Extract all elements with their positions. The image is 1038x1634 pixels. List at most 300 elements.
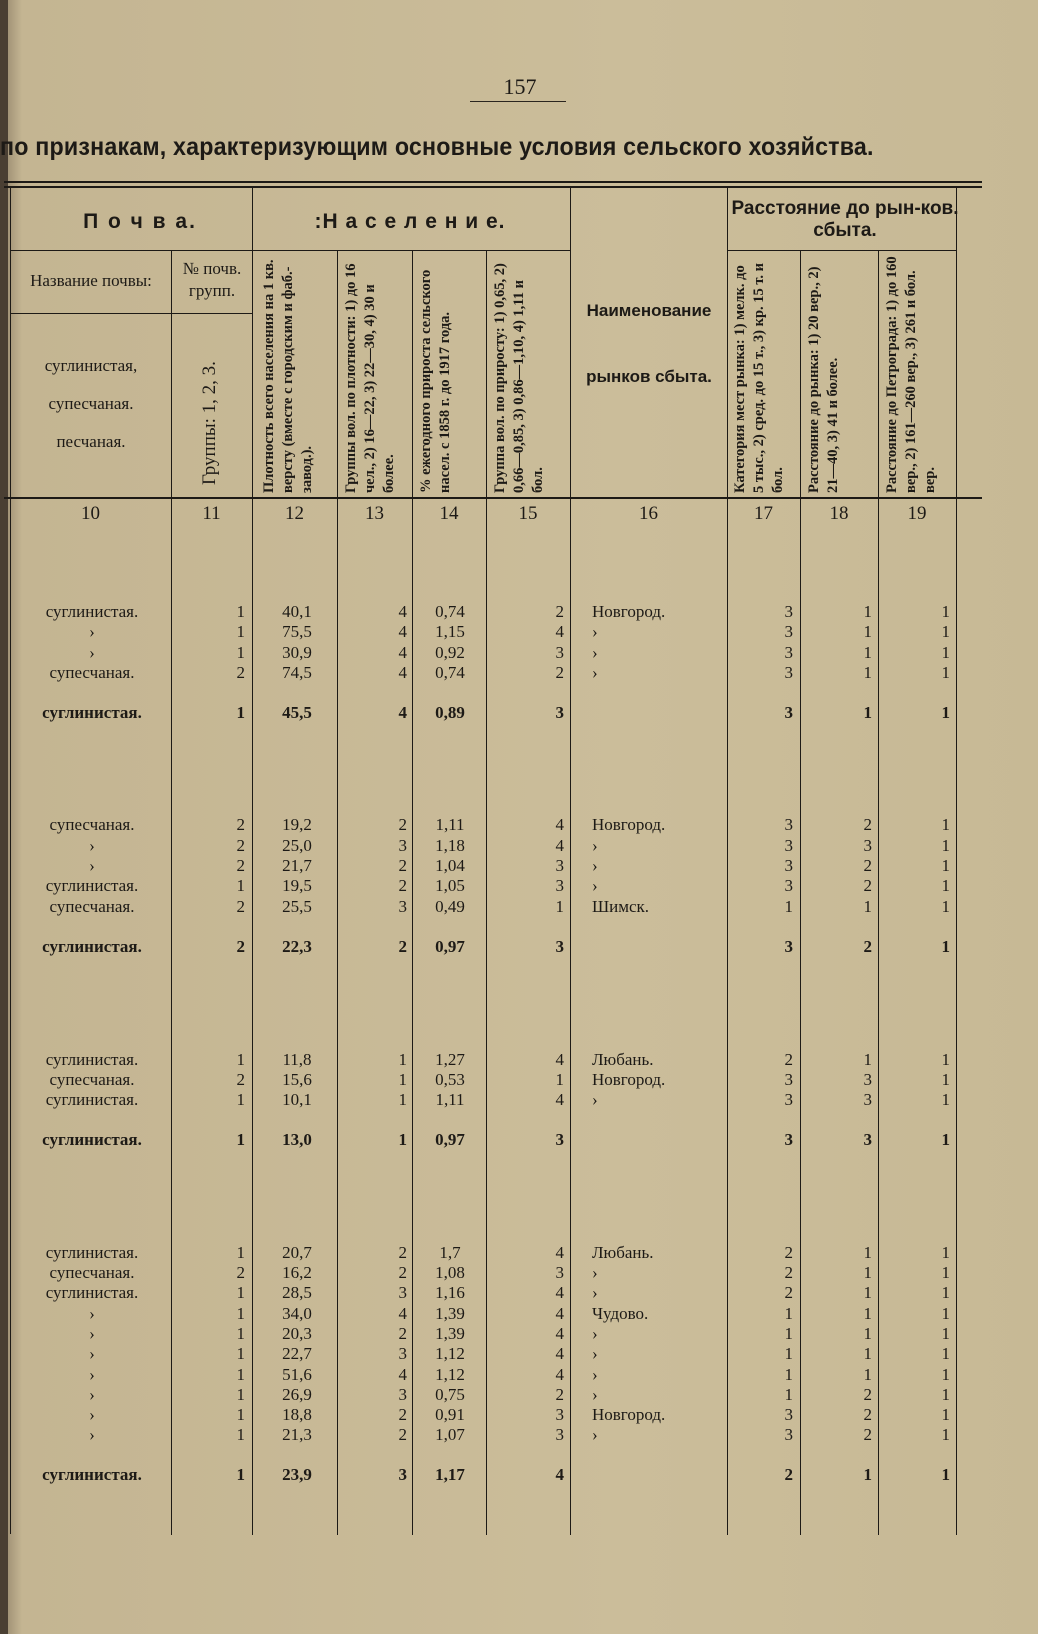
soil-group: 1 <box>236 1090 245 1109</box>
soil-group: 2 <box>236 663 245 682</box>
soil-name: суглинистая. <box>42 703 142 722</box>
growth-group: 1 <box>555 897 564 916</box>
density-group: 4 <box>398 643 407 662</box>
header-growth: % ежегодного прироста сельского насел. с 1858 г. до 1917 года. <box>418 269 453 493</box>
market-category: 1 <box>784 1324 793 1343</box>
vline-16 <box>570 188 571 1535</box>
soil-group: 1 <box>236 1465 245 1484</box>
header-line-dist <box>727 250 956 251</box>
colnum-10: 10 <box>81 503 100 524</box>
density-group: 4 <box>398 663 407 682</box>
density-group: 4 <box>398 622 407 641</box>
soil-name: › <box>89 1344 95 1363</box>
density-group: 3 <box>398 1465 407 1484</box>
petrograd-distance: 1 <box>941 1130 950 1149</box>
colnum-18: 18 <box>829 503 849 524</box>
density-group: 3 <box>398 1283 407 1302</box>
soil-group: 2 <box>236 897 245 916</box>
header-soil-1: суглинистая, <box>44 356 138 375</box>
header-soil-name: Название почвы: <box>30 271 152 290</box>
header-market-category: Категория мест рынка: 1) мелк. до 5 тыс., 2) сред. до 15 т., 3) кр. 15 т. и бол. <box>732 262 786 493</box>
growth-value: 1,12 <box>435 1344 465 1363</box>
density-value: 16,2 <box>282 1263 312 1282</box>
growth-value: 0,53 <box>435 1070 465 1089</box>
header-market-distance: Расстояние до рынка: 1) 20 вер., 2) 21—40, 3) 41 и более. <box>806 266 841 493</box>
density-group: 4 <box>398 1365 407 1384</box>
market-name: › <box>592 1365 598 1384</box>
market-name: › <box>592 1344 598 1363</box>
petrograd-distance: 1 <box>941 1425 950 1444</box>
market-distance: 3 <box>863 1090 872 1109</box>
vline-left <box>10 188 11 1534</box>
market-name: › <box>592 1090 598 1109</box>
growth-value: 1,39 <box>435 1324 465 1343</box>
growth-group: 4 <box>555 1304 564 1323</box>
density-group: 3 <box>398 897 407 916</box>
density-group: 2 <box>398 1405 407 1424</box>
growth-group: 1 <box>555 1070 564 1089</box>
page-number-rule <box>470 101 566 102</box>
growth-group: 4 <box>555 1243 564 1262</box>
soil-name: суглинистая. <box>45 1243 139 1262</box>
density-group: 4 <box>398 602 407 621</box>
density-group: 2 <box>398 1425 407 1444</box>
colnum-11: 11 <box>202 503 221 524</box>
density-value: 21,3 <box>282 1425 312 1444</box>
header-soil-group: № почв. групп. <box>182 259 242 300</box>
density-value: 22,3 <box>282 937 312 956</box>
soil-group: 1 <box>236 602 245 621</box>
growth-group: 3 <box>555 1263 564 1282</box>
page-number: 157 <box>503 74 537 99</box>
market-distance: 2 <box>863 856 872 875</box>
growth-group: 3 <box>555 1425 564 1444</box>
section-population: :Н а с е л е н и е. <box>314 210 506 233</box>
market-distance: 1 <box>863 1050 872 1069</box>
density-value: 40,1 <box>282 602 312 621</box>
market-category: 3 <box>784 602 793 621</box>
petrograd-distance: 1 <box>941 1324 950 1343</box>
growth-group: 4 <box>555 1283 564 1302</box>
colnum-17: 17 <box>754 503 773 524</box>
petrograd-distance: 1 <box>941 1365 950 1384</box>
soil-name: › <box>89 1385 95 1404</box>
growth-group: 3 <box>555 703 564 722</box>
soil-name: › <box>89 643 95 662</box>
market-distance: 2 <box>863 1405 872 1424</box>
market-name: › <box>592 1324 598 1343</box>
market-name: › <box>592 1385 598 1404</box>
density-value: 26,9 <box>282 1385 312 1404</box>
soil-group: 1 <box>236 1425 245 1444</box>
petrograd-distance: 1 <box>941 1304 950 1323</box>
petrograd-distance: 1 <box>941 937 950 956</box>
density-group: 2 <box>398 1263 407 1282</box>
soil-name: › <box>89 1304 95 1323</box>
density-group: 1 <box>398 1130 407 1149</box>
market-distance: 1 <box>863 622 872 641</box>
petrograd-distance: 1 <box>941 1283 950 1302</box>
market-name: › <box>592 643 598 662</box>
market-distance: 3 <box>863 836 872 855</box>
petrograd-distance: 1 <box>941 1050 950 1069</box>
market-category: 1 <box>784 1385 793 1404</box>
market-category: 2 <box>784 1050 793 1069</box>
growth-group: 3 <box>555 1130 564 1149</box>
market-category: 2 <box>784 1283 793 1302</box>
colnum-19: 19 <box>907 503 927 524</box>
soil-name: › <box>89 1425 95 1444</box>
growth-value: 1,39 <box>435 1304 465 1323</box>
soil-name: суглинистая. <box>45 1050 139 1069</box>
growth-value: 0,75 <box>435 1385 465 1404</box>
density-value: 28,5 <box>282 1283 312 1302</box>
growth-value: 1,15 <box>435 622 465 641</box>
petrograd-distance: 1 <box>941 1243 950 1262</box>
market-category: 3 <box>784 1405 793 1424</box>
market-category: 1 <box>784 1365 793 1384</box>
density-value: 30,9 <box>282 643 312 662</box>
market-name: › <box>592 1263 598 1282</box>
growth-group: 3 <box>555 876 564 895</box>
growth-group: 4 <box>555 815 564 834</box>
market-name: Любань. <box>592 1050 654 1069</box>
petrograd-distance: 1 <box>941 602 950 621</box>
top-rule-2 <box>4 186 982 188</box>
soil-group: 1 <box>236 1405 245 1424</box>
density-value: 51,6 <box>282 1365 312 1384</box>
density-group: 3 <box>398 836 407 855</box>
market-name: › <box>592 1283 598 1302</box>
section-market-distance: Расстояние до рын-ков. сбыта. <box>731 198 959 241</box>
soil-name: супесчаная. <box>49 897 135 916</box>
soil-group: 1 <box>236 1324 245 1343</box>
petrograd-distance: 1 <box>941 876 950 895</box>
density-group: 1 <box>398 1050 407 1069</box>
growth-group: 3 <box>555 937 564 956</box>
market-distance: 3 <box>863 1130 872 1149</box>
header-line-soil-2 <box>10 313 252 314</box>
market-distance: 3 <box>863 1070 872 1089</box>
market-name: Новгород. <box>592 602 666 621</box>
market-distance: 2 <box>863 876 872 895</box>
soil-name: › <box>89 1365 95 1384</box>
growth-value: 1,27 <box>435 1050 465 1069</box>
growth-value: 1,7 <box>439 1243 461 1262</box>
header-soil-3: песчаная. <box>56 432 126 451</box>
petrograd-distance: 1 <box>941 815 950 834</box>
header-growth-groups: Группа вол. по приросту: 1) 0,65, 2) 0,66—0,85, 3) 0,86—1,10, 4) 1,11 и бол. <box>492 263 546 493</box>
market-distance: 1 <box>863 1243 872 1262</box>
market-name: Любань. <box>592 1243 654 1262</box>
market-distance: 1 <box>863 643 872 662</box>
petrograd-distance: 1 <box>941 1385 950 1404</box>
soil-name: › <box>89 1324 95 1343</box>
market-category: 2 <box>784 1263 793 1282</box>
header-line-pop <box>252 250 570 251</box>
market-distance: 1 <box>863 1263 872 1282</box>
growth-value: 1,08 <box>435 1263 465 1282</box>
growth-value: 1,05 <box>435 876 465 895</box>
density-value: 25,0 <box>282 836 312 855</box>
soil-name: супесчаная. <box>49 1070 135 1089</box>
market-distance: 1 <box>863 703 872 722</box>
market-distance: 2 <box>863 815 872 834</box>
market-distance: 2 <box>863 1385 872 1404</box>
market-name: › <box>592 856 598 875</box>
density-value: 74,5 <box>282 663 312 682</box>
petrograd-distance: 1 <box>941 1090 950 1109</box>
header-markets-1: Наименование <box>586 301 712 320</box>
density-value: 75,5 <box>282 622 312 641</box>
density-value: 20,3 <box>282 1324 312 1343</box>
market-category: 1 <box>784 897 793 916</box>
soil-group: 1 <box>236 1385 245 1404</box>
growth-group: 4 <box>555 622 564 641</box>
market-distance: 1 <box>863 602 872 621</box>
petrograd-distance: 1 <box>941 1465 950 1484</box>
growth-group: 2 <box>555 1385 564 1404</box>
petrograd-distance: 1 <box>941 643 950 662</box>
market-category: 3 <box>784 836 793 855</box>
market-category: 3 <box>784 856 793 875</box>
petrograd-distance: 1 <box>941 622 950 641</box>
market-name: › <box>592 622 598 641</box>
petrograd-distance: 1 <box>941 897 950 916</box>
soil-name: суглинистая. <box>42 1130 142 1149</box>
growth-value: 1,18 <box>435 836 465 855</box>
soil-group: 2 <box>236 937 245 956</box>
petrograd-distance: 1 <box>941 856 950 875</box>
market-category: 2 <box>784 1243 793 1262</box>
page-heading: по признакам, характеризующим основные условия сельского хозяйства. <box>0 133 874 161</box>
density-value: 10,1 <box>282 1090 312 1109</box>
market-name: › <box>592 1425 598 1444</box>
growth-group: 3 <box>555 643 564 662</box>
market-category: 3 <box>784 876 793 895</box>
colnum-16: 16 <box>639 503 658 524</box>
density-group: 1 <box>398 1090 407 1109</box>
soil-name: › <box>89 1405 95 1424</box>
growth-value: 0,97 <box>435 937 465 956</box>
density-value: 18,8 <box>282 1405 312 1424</box>
section-soil: П о ч в а. <box>83 210 197 233</box>
vline-14 <box>412 250 413 1535</box>
soil-group: 1 <box>236 1304 245 1323</box>
soil-name: суглинистая. <box>45 1090 139 1109</box>
market-distance: 2 <box>863 937 872 956</box>
soil-group: 1 <box>236 876 245 895</box>
density-group: 2 <box>398 1324 407 1343</box>
growth-group: 3 <box>555 1405 564 1424</box>
market-name: Чудово. <box>592 1304 649 1323</box>
market-category: 1 <box>784 1304 793 1323</box>
soil-group: 2 <box>236 815 245 834</box>
growth-value: 0,74 <box>435 602 465 621</box>
book-spine <box>0 0 8 1634</box>
density-group: 2 <box>398 1243 407 1262</box>
soil-group: 1 <box>236 1130 245 1149</box>
density-group: 4 <box>398 1304 407 1323</box>
market-category: 3 <box>784 1425 793 1444</box>
colnum-12: 12 <box>285 503 304 524</box>
market-category: 3 <box>784 622 793 641</box>
growth-value: 0,74 <box>435 663 465 682</box>
petrograd-distance: 1 <box>941 663 950 682</box>
soil-name: суглинистая. <box>42 1465 142 1484</box>
growth-group: 4 <box>555 1365 564 1384</box>
market-category: 3 <box>784 1090 793 1109</box>
market-distance: 2 <box>863 1425 872 1444</box>
soil-name: супесчаная. <box>49 1263 135 1282</box>
petrograd-distance: 1 <box>941 1263 950 1282</box>
growth-value: 1,12 <box>435 1365 465 1384</box>
growth-value: 1,11 <box>435 1090 465 1109</box>
soil-group: 2 <box>236 836 245 855</box>
header-bottom-rule <box>4 497 982 499</box>
header-density: Плотность всего населения на 1 кв. версту (вместе с городским и фаб.-завод.). <box>261 259 315 493</box>
header-markets-2: рынков сбыта. <box>586 367 712 386</box>
density-value: 45,5 <box>282 703 312 722</box>
growth-value: 0,91 <box>435 1405 465 1424</box>
density-value: 11,8 <box>282 1050 312 1069</box>
market-distance: 1 <box>863 1465 872 1484</box>
density-value: 22,7 <box>282 1344 312 1363</box>
header-petrograd-distance: Расстояние до Петрограда: 1) до 160 вер., 2) 161—260 вер., 3) 261 и бол. вер. <box>884 256 938 493</box>
market-distance: 1 <box>863 897 872 916</box>
density-value: 20,7 <box>282 1243 312 1262</box>
market-distance: 1 <box>863 1304 872 1323</box>
market-name: › <box>592 663 598 682</box>
density-value: 34,0 <box>282 1304 312 1323</box>
growth-value: 1,16 <box>435 1283 465 1302</box>
market-distance: 1 <box>863 663 872 682</box>
density-value: 19,5 <box>282 876 312 895</box>
growth-group: 4 <box>555 1344 564 1363</box>
growth-value: 0,89 <box>435 703 465 722</box>
header-soil-groups-vertical: Группы: 1, 2, 3. <box>199 361 220 485</box>
soil-group: 1 <box>236 643 245 662</box>
market-name: Новгород. <box>592 1405 666 1424</box>
soil-name: суглинистая. <box>45 1283 139 1302</box>
density-group: 3 <box>398 1344 407 1363</box>
density-value: 25,5 <box>282 897 312 916</box>
market-name: › <box>592 876 598 895</box>
growth-value: 0,49 <box>435 897 465 916</box>
top-rule-1 <box>4 181 982 183</box>
density-value: 15,6 <box>282 1070 312 1089</box>
growth-group: 4 <box>555 836 564 855</box>
density-group: 4 <box>398 703 407 722</box>
growth-group: 4 <box>555 1465 564 1484</box>
petrograd-distance: 1 <box>941 1344 950 1363</box>
vline-right <box>956 188 957 1535</box>
density-group: 2 <box>398 937 407 956</box>
petrograd-distance: 1 <box>941 836 950 855</box>
density-group: 3 <box>398 1385 407 1404</box>
growth-value: 1,07 <box>435 1425 465 1444</box>
soil-name: суглинистая. <box>45 876 139 895</box>
growth-group: 2 <box>555 602 564 621</box>
soil-group: 1 <box>236 1344 245 1363</box>
soil-name: супесчаная. <box>49 815 135 834</box>
colnum-14: 14 <box>439 503 459 524</box>
market-category: 3 <box>784 1070 793 1089</box>
density-value: 13,0 <box>282 1130 312 1149</box>
growth-group: 4 <box>555 1050 564 1069</box>
market-category: 1 <box>784 1344 793 1363</box>
soil-name: › <box>89 856 95 875</box>
soil-name: суглинистая. <box>45 602 139 621</box>
soil-group: 1 <box>236 622 245 641</box>
market-category: 3 <box>784 815 793 834</box>
growth-value: 1,11 <box>435 815 465 834</box>
petrograd-distance: 1 <box>941 703 950 722</box>
market-name: Шимск. <box>592 897 650 916</box>
soil-group: 1 <box>236 1243 245 1262</box>
market-distance: 1 <box>863 1365 872 1384</box>
growth-group: 4 <box>555 1324 564 1343</box>
soil-group: 2 <box>236 1070 245 1089</box>
growth-value: 1,17 <box>435 1465 465 1484</box>
soil-group: 2 <box>236 1263 245 1282</box>
market-category: 3 <box>784 643 793 662</box>
market-category: 2 <box>784 1465 793 1484</box>
market-category: 3 <box>784 663 793 682</box>
soil-group: 1 <box>236 1283 245 1302</box>
colnum-13: 13 <box>365 503 384 524</box>
petrograd-distance: 1 <box>941 1405 950 1424</box>
soil-group: 2 <box>236 856 245 875</box>
vline-12 <box>252 188 253 1535</box>
growth-group: 3 <box>555 856 564 875</box>
market-name: › <box>592 836 598 855</box>
soil-name: суглинистая. <box>42 937 142 956</box>
soil-name: › <box>89 836 95 855</box>
growth-value: 0,92 <box>435 643 465 662</box>
market-name: Новгород. <box>592 815 666 834</box>
header-soil-2: супесчаная. <box>48 394 134 413</box>
density-group: 2 <box>398 856 407 875</box>
market-distance: 1 <box>863 1324 872 1343</box>
market-distance: 1 <box>863 1283 872 1302</box>
soil-name: супесчаная. <box>49 663 135 682</box>
market-category: 3 <box>784 1130 793 1149</box>
market-category: 3 <box>784 937 793 956</box>
petrograd-distance: 1 <box>941 1070 950 1089</box>
market-category: 3 <box>784 703 793 722</box>
market-distance: 1 <box>863 1344 872 1363</box>
soil-name: › <box>89 622 95 641</box>
density-value: 21,7 <box>282 856 312 875</box>
growth-group: 4 <box>555 1090 564 1109</box>
density-group: 2 <box>398 876 407 895</box>
density-value: 23,9 <box>282 1465 312 1484</box>
soil-group: 1 <box>236 1050 245 1069</box>
growth-value: 0,97 <box>435 1130 465 1149</box>
growth-group: 2 <box>555 663 564 682</box>
header-line-soil <box>10 250 252 251</box>
density-group: 1 <box>398 1070 407 1089</box>
soil-group: 1 <box>236 703 245 722</box>
soil-group: 1 <box>236 1365 245 1384</box>
colnum-15: 15 <box>518 503 538 524</box>
density-group: 2 <box>398 815 407 834</box>
density-value: 19,2 <box>282 815 312 834</box>
market-name: Новгород. <box>592 1070 666 1089</box>
growth-value: 1,04 <box>435 856 465 875</box>
header-density-groups: Группы вол. по плотности: 1) до 16 чел., 2) 16—22, 3) 22—30, 4) 30 и более. <box>343 263 397 493</box>
